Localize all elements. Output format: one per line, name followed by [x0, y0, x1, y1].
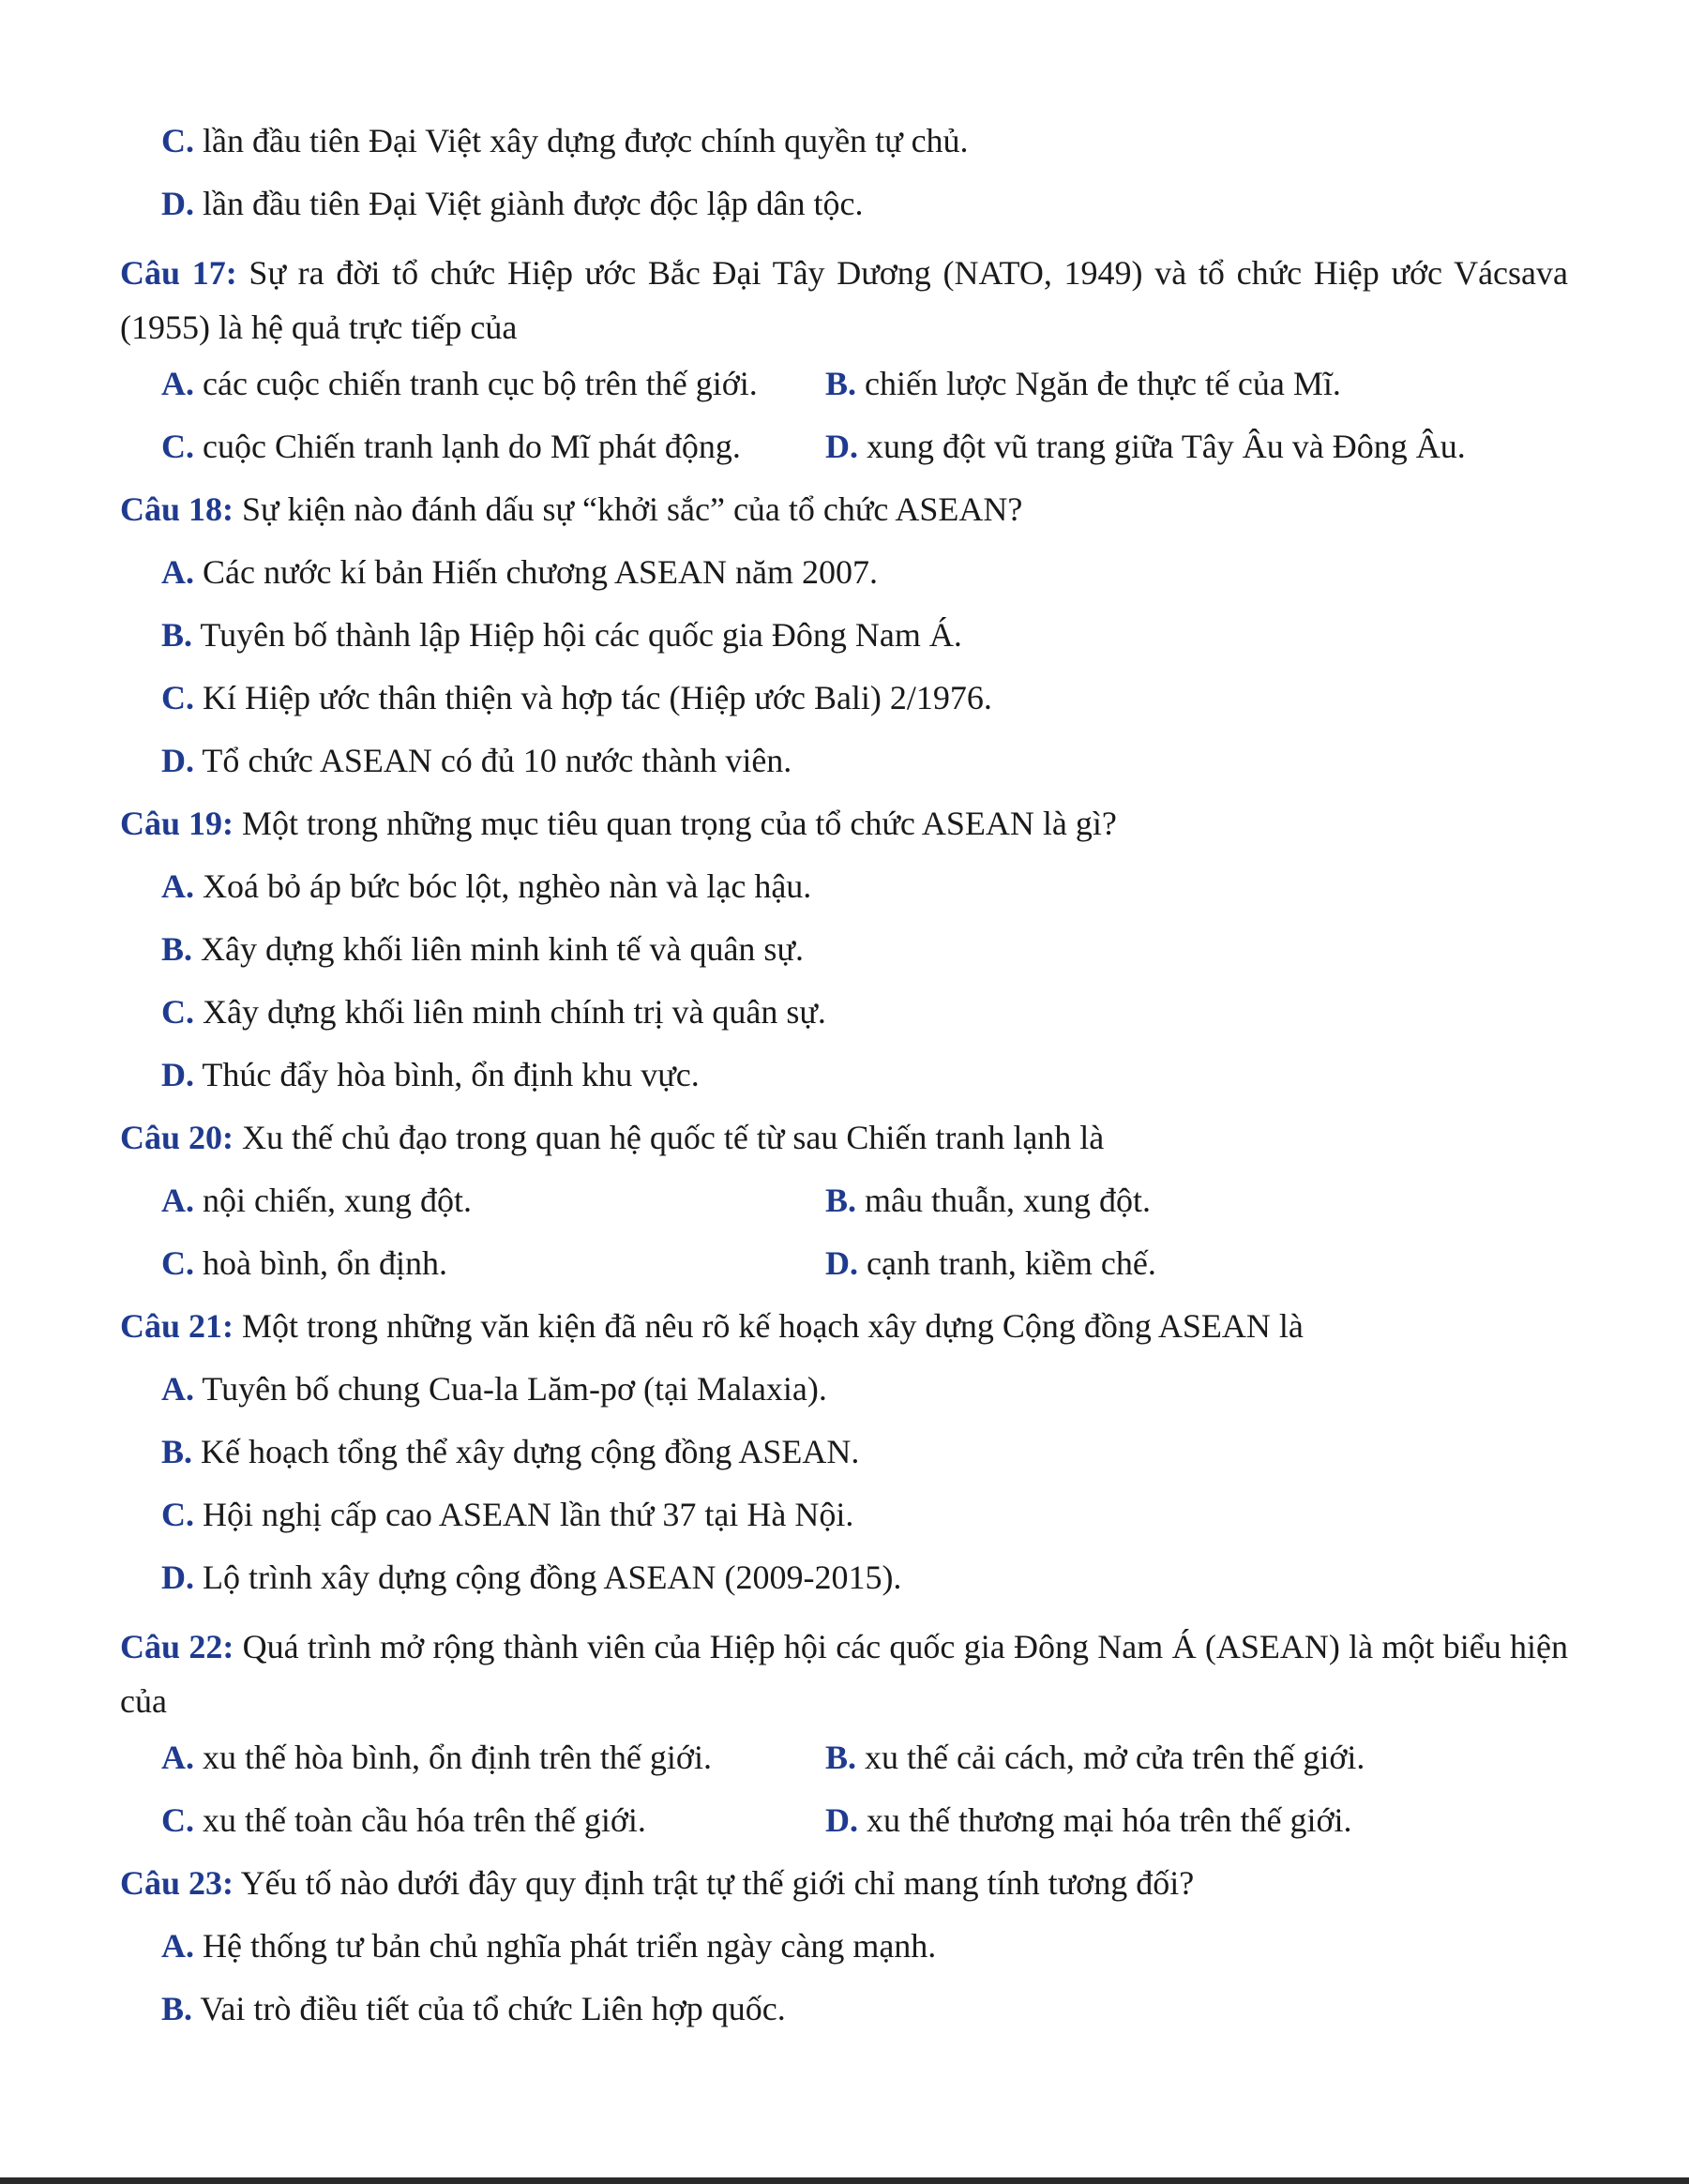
option-text: các cuộc chiến tranh cục bộ trên thế giới.	[194, 365, 758, 402]
option-label: A.	[161, 1370, 194, 1408]
option-text: xu thế hòa bình, ổn định trên thế giới.	[194, 1739, 712, 1776]
option-label: D.	[825, 1244, 858, 1282]
question-label: Câu 19:	[120, 805, 234, 842]
option-label: C.	[161, 122, 194, 159]
question-text: Sự kiện nào đánh dấu sự “khởi sắc” của tổ chức ASEAN?	[234, 490, 1023, 528]
q23-option-b	[120, 1988, 1568, 2051]
option-label: C.	[161, 1496, 194, 1533]
option-text: Xây dựng khối liên minh chính trị và quân sự.	[194, 993, 826, 1031]
option-text: Kế hoạch tổng thể xây dựng cộng đồng ASEAN.	[192, 1433, 860, 1470]
option-text: Kí Hiệp ước thân thiện và hợp tác (Hiệp ước Bali) 2/1976.	[194, 679, 992, 716]
question-label: Câu 21:	[120, 1307, 234, 1345]
question-text: Yếu tố nào dưới đây quy định trật tự thế giới chỉ mang tính tương đối?	[234, 1864, 1195, 1902]
q21-option-b	[120, 1431, 1568, 1494]
option-label: C.	[161, 428, 194, 465]
option-label: C.	[161, 1801, 194, 1839]
option-text: Thúc đẩy hòa bình, ổn định khu vực.	[194, 1056, 700, 1093]
q17-option-d	[825, 426, 1568, 489]
question-text: Xu thế chủ đạo trong quan hệ quốc tế từ sau Chiến tranh lạnh là	[234, 1119, 1105, 1156]
document-content	[120, 120, 1568, 2051]
option-text: xung đột vũ trang giữa Tây Âu và Đông Âu.	[858, 428, 1466, 465]
option-text: Lộ trình xây dựng cộng đồng ASEAN (2009-2015).	[194, 1559, 902, 1596]
q18-option-c	[120, 677, 1568, 740]
option-label: B.	[825, 1182, 857, 1219]
q20-options-row-1	[120, 1180, 1568, 1243]
q20-option-a	[120, 1180, 825, 1243]
option-label: A.	[161, 1739, 194, 1776]
option-label: B.	[161, 616, 193, 654]
option-label: C.	[161, 993, 194, 1031]
option-text: chiến lược Ngăn đe thực tế của Mĩ.	[856, 365, 1341, 402]
q17-option-a	[120, 363, 825, 426]
q22-option-d	[825, 1800, 1568, 1862]
question-19	[120, 803, 1568, 866]
option-text: Vai trò điều tiết của tổ chức Liên hợp quốc.	[192, 1990, 786, 2027]
question-label: Câu 17:	[120, 254, 237, 292]
q18-option-b	[120, 614, 1568, 677]
option-label: D.	[161, 1559, 194, 1596]
q17-option-b	[825, 363, 1568, 426]
q18-option-a	[120, 551, 1568, 614]
q20-option-d	[825, 1243, 1568, 1305]
option-label: B.	[161, 1990, 193, 2027]
q16-option-d	[120, 183, 1568, 246]
question-21	[120, 1305, 1568, 1368]
option-text: hoà bình, ổn định.	[194, 1244, 447, 1282]
q20-option-b	[825, 1180, 1568, 1243]
q18-option-d	[120, 740, 1568, 803]
q17-options-row-2	[120, 426, 1568, 489]
option-text: lần đầu tiên Đại Việt xây dựng được chính quyền tự chủ.	[194, 122, 969, 159]
question-20	[120, 1117, 1568, 1180]
q22-option-a	[120, 1737, 825, 1800]
question-text: Sự ra đời tổ chức Hiệp ước Bắc Đại Tây Dương (NATO, 1949) và tổ chức Hiệp ước Vácsava (1955) là hệ quả trực tiếp của	[120, 254, 1568, 346]
q17-options-row-1	[120, 363, 1568, 426]
q22-options-row-1	[120, 1737, 1568, 1800]
option-text: xu thế toàn cầu hóa trên thế giới.	[194, 1801, 646, 1839]
option-label: B.	[825, 1739, 857, 1776]
option-text: mâu thuẫn, xung đột.	[856, 1182, 1151, 1219]
question-17	[120, 246, 1568, 354]
page-bottom-border	[0, 2177, 1689, 2184]
option-text: lần đầu tiên Đại Việt giành được độc lập dân tộc.	[194, 185, 864, 222]
question-18	[120, 489, 1568, 551]
q19-option-d	[120, 1054, 1568, 1117]
option-label: B.	[825, 365, 857, 402]
q22-option-b	[825, 1737, 1568, 1800]
option-label: A.	[161, 365, 194, 402]
q19-option-a	[120, 866, 1568, 928]
option-text: xu thế thương mại hóa trên thế giới.	[858, 1801, 1352, 1839]
option-text: Hệ thống tư bản chủ nghĩa phát triển ngày càng mạnh.	[194, 1927, 937, 1965]
question-label: Câu 18:	[120, 490, 234, 528]
question-23	[120, 1862, 1568, 1925]
option-label: D.	[161, 742, 194, 779]
q21-option-a	[120, 1368, 1568, 1431]
q20-option-c	[120, 1243, 825, 1305]
option-label: A.	[161, 1182, 194, 1219]
option-label: C.	[161, 1244, 194, 1282]
question-22	[120, 1619, 1568, 1728]
option-label: D.	[825, 428, 858, 465]
q19-option-b	[120, 928, 1568, 991]
option-label: A.	[161, 1927, 194, 1965]
question-label: Câu 23:	[120, 1864, 234, 1902]
q16-option-c	[120, 120, 1568, 183]
option-text: xu thế cải cách, mở cửa trên thế giới.	[856, 1739, 1365, 1776]
option-text: Xây dựng khối liên minh kinh tế và quân sự.	[192, 930, 804, 968]
option-text: Tổ chức ASEAN có đủ 10 nước thành viên.	[194, 742, 792, 779]
option-label: A.	[161, 553, 194, 591]
option-label: B.	[161, 1433, 193, 1470]
q17-option-c	[120, 426, 825, 489]
q19-option-c	[120, 991, 1568, 1054]
q21-option-c	[120, 1494, 1568, 1557]
question-text: Một trong những mục tiêu quan trọng của tổ chức ASEAN là gì?	[234, 805, 1117, 842]
option-label: D.	[825, 1801, 858, 1839]
q21-option-d	[120, 1557, 1568, 1619]
q23-option-a	[120, 1925, 1568, 1988]
option-text: Xoá bỏ áp bức bóc lột, nghèo nàn và lạc hậu.	[194, 867, 812, 905]
q22-options-row-2	[120, 1800, 1568, 1862]
option-label: A.	[161, 867, 194, 905]
question-label: Câu 22:	[120, 1628, 234, 1665]
option-text: cuộc Chiến tranh lạnh do Mĩ phát động.	[194, 428, 741, 465]
q22-option-c	[120, 1800, 825, 1862]
option-label: D.	[161, 185, 194, 222]
option-text: nội chiến, xung đột.	[194, 1182, 472, 1219]
option-label: D.	[161, 1056, 194, 1093]
option-text: cạnh tranh, kiềm chế.	[858, 1244, 1156, 1282]
option-text: Tuyên bố thành lập Hiệp hội các quốc gia Đông Nam Á.	[192, 616, 962, 654]
option-text: Tuyên bố chung Cua-la Lăm-pơ (tại Malaxia).	[194, 1370, 827, 1408]
option-label: B.	[161, 930, 193, 968]
option-label: C.	[161, 679, 194, 716]
option-text: Hội nghị cấp cao ASEAN lần thứ 37 tại Hà Nội.	[194, 1496, 854, 1533]
question-text: Quá trình mở rộng thành viên của Hiệp hội các quốc gia Đông Nam Á (ASEAN) là một biểu hiện của	[120, 1628, 1568, 1720]
option-text: Các nước kí bản Hiến chương ASEAN năm 2007.	[194, 553, 878, 591]
question-text: Một trong những văn kiện đã nêu rõ kế hoạch xây dựng Cộng đồng ASEAN là	[234, 1307, 1304, 1345]
q20-options-row-2	[120, 1243, 1568, 1305]
question-label: Câu 20:	[120, 1119, 234, 1156]
